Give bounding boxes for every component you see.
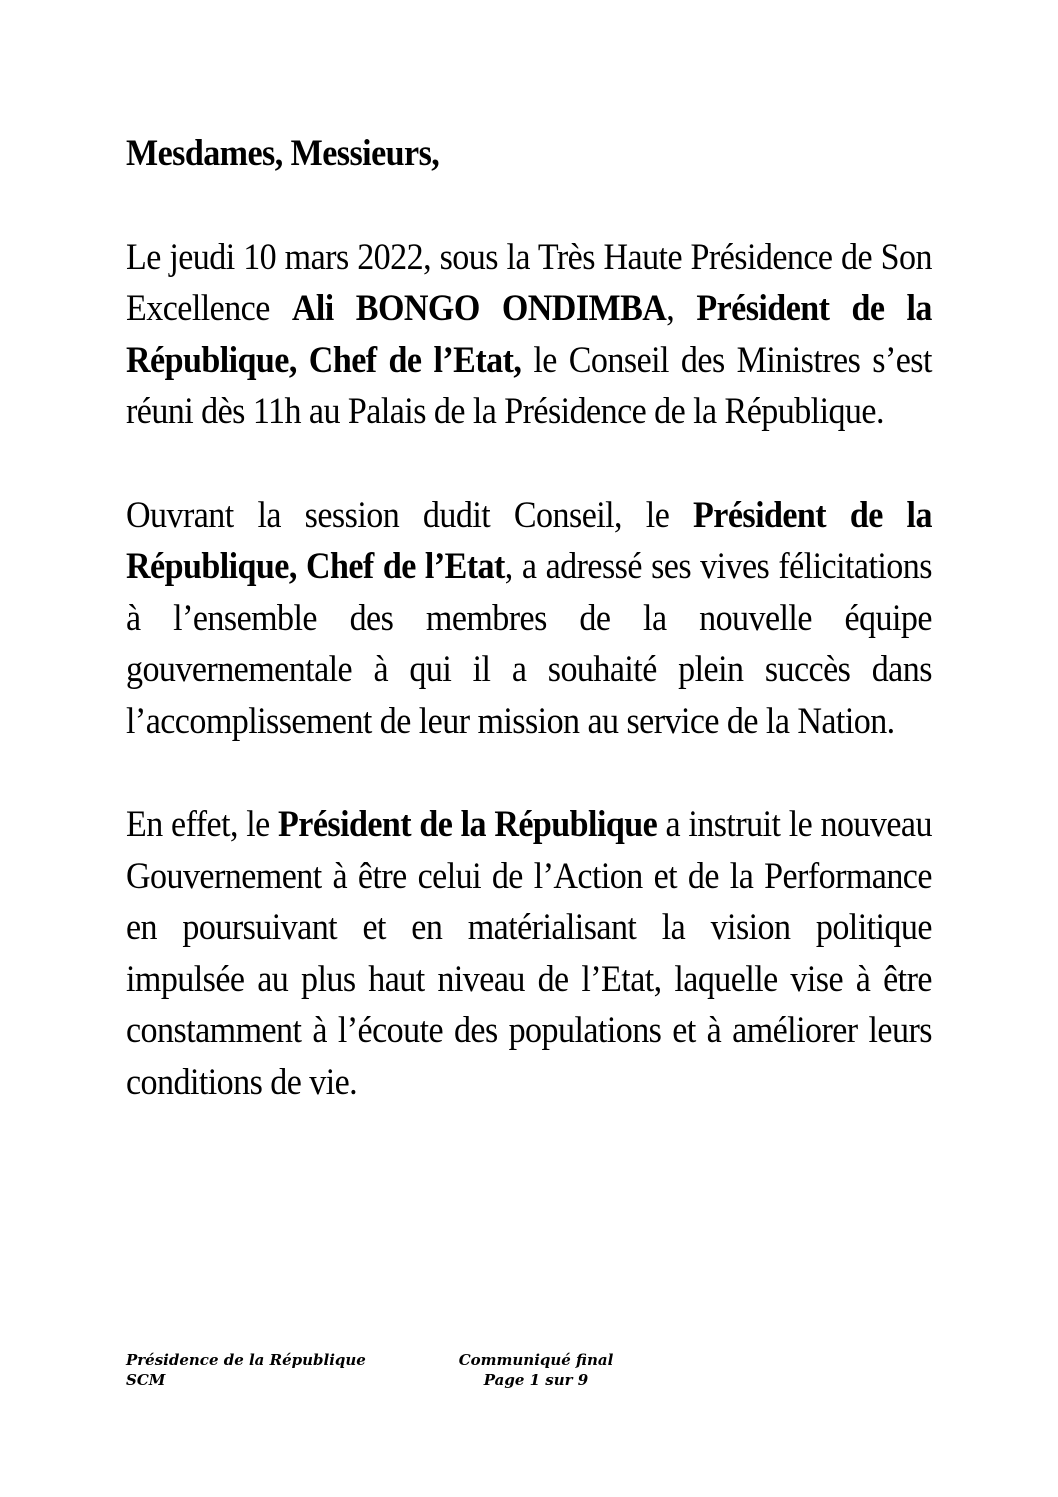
paragraph-meeting-intro xyxy=(126,232,932,438)
text-segment: Le jeudi 10 mars 2022, sous la Très Haute Présidence de Son Excellence xyxy=(126,236,932,329)
text-segment: Ouvrant la session dudit Conseil, le xyxy=(126,494,694,536)
paragraph-instructions xyxy=(126,799,932,1108)
text-segment: , xyxy=(666,288,697,329)
text-segment: En effet, le xyxy=(126,804,279,845)
footer-issuer xyxy=(126,1350,366,1390)
text-segment: le Conseil des Ministres s’est réuni dès 11h au Palais de la Présidence de la République. xyxy=(126,339,932,432)
president-title: Président de la République, Chef de l’Etat xyxy=(126,494,932,587)
footer-issuer-dept: SCM xyxy=(126,1371,166,1389)
text-segment: a instruit le nouveau Gouvernement à être celui de l’Action et de la Performance en poursuivant et en matérialisant la vision politique impulsée au plus haut niveau de l’Etat, laquelle vise à être constamment à l’écoute des populations et à améliorer leurs conditions de vie. xyxy=(126,804,932,1103)
president-name: Ali BONGO ONDIMBA xyxy=(291,288,667,329)
footer-doc-info xyxy=(456,1350,616,1390)
president-title: Président de la République xyxy=(278,804,658,845)
page-number: Page 1 sur 9 xyxy=(483,1371,589,1389)
text-segment: , a adressé ses vives félicitations à l’ensemble des membres de la nouvelle équipe gouvernementale à qui il a souhaité plein succès dans l’accomplissement de leur mission au service de la Nation. xyxy=(126,546,932,742)
document-body xyxy=(126,128,932,1160)
footer-issuer-name: Présidence de la République xyxy=(126,1351,366,1369)
paragraph-congratulations xyxy=(126,490,932,748)
footer-doc-title: Communiqué final xyxy=(458,1351,614,1369)
salutation: Mesdames, Messieurs, xyxy=(126,133,440,174)
president-title: Président de la République, Chef de l’Etat, xyxy=(126,288,932,381)
